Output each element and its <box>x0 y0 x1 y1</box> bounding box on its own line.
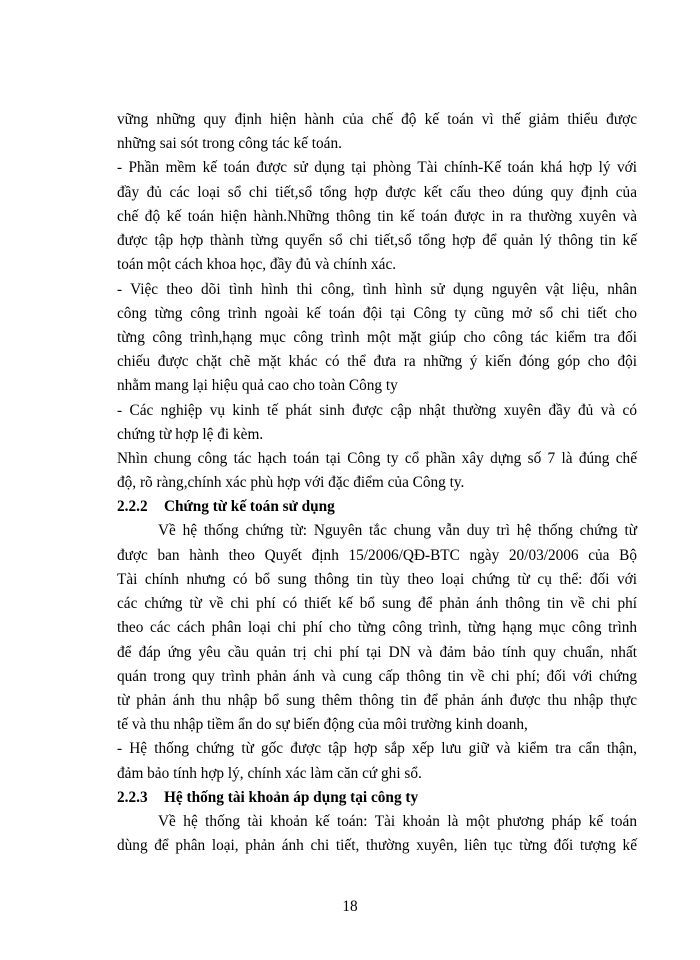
text-line: quán trong quy trình phản ánh và cung cấp thông tin về chi phí; đối với chứng <box>117 668 637 685</box>
section-number: 2.2.3 <box>117 789 148 806</box>
text-line: tế và thu nhập tiềm ẩn do sự biến động của môi trường kinh doanh, <box>117 716 528 733</box>
text-line: các chứng từ về chi phí có thiết kế bổ sung để phản ánh thông tin về chi phí <box>117 595 637 612</box>
text-line: - Phần mềm kế toán được sử dụng tại phòng Tài chính-Kế toán khá hợp lý với <box>117 159 637 176</box>
text-line: được tập hợp thành từng quyển sổ chi tiết,sổ tổng hợp để quản lý thông tin kế <box>117 232 637 249</box>
text-line: theo các cách phân loại chi phí cho từng công trình, từng hạng mục công trình <box>117 619 637 636</box>
text-line: chiếu được chặt chẽ mặt khác có thể đưa ra những ý kiến đóng góp cho đội <box>117 353 637 370</box>
text-line: công từng công trình ngoài kế toán đội tại Công ty cũng mở sổ chi tiết cho <box>117 305 637 322</box>
page-number: 18 <box>342 898 358 915</box>
text-line: đảm bảo tính hợp lý, chính xác làm căn cứ ghi sổ. <box>117 765 422 782</box>
text-line: những sai sót trong công tác kế toán. <box>117 135 342 152</box>
text-line: toán một cách khoa học, đầy đủ và chính xác. <box>117 256 397 273</box>
section-number: 2.2.2 <box>117 498 148 515</box>
text-line: - Các nghiệp vụ kinh tế phát sinh được cập nhật thường xuyên đầy đủ và có <box>117 402 637 419</box>
text-line: nhằm mang lại hiệu quả cao cho toàn Công ty <box>117 377 398 394</box>
text-line: Nhìn chung công tác hạch toán tại Công ty cổ phần xây dựng số 7 là đúng chế <box>117 450 637 467</box>
text-line: được ban hành theo Quyết định 15/2006/QĐ-BTC ngày 20/03/2006 của Bộ <box>117 547 637 564</box>
section-heading-2-2-3 <box>117 788 418 808</box>
text-line: để đáp ứng yêu cầu quản trị chi phí tại DN và đảm bảo tính quy chuẩn, nhất <box>117 644 637 661</box>
text-line: Về hệ thống chứng từ: Nguyên tắc chung vẫn duy trì hệ thống chứng từ <box>158 522 637 539</box>
text-line: Về hệ thống tài khoản kế toán: Tài khoản là một phương pháp kế toán <box>158 813 637 830</box>
text-line: chứng từ hợp lệ đi kèm. <box>117 426 264 443</box>
text-line: chế độ kế toán hiện hành.Những thông tin kế toán được in ra thường xuyên và <box>117 208 637 225</box>
text-line: độ, rõ ràng,chính xác phù hợp với đặc điểm của Công ty. <box>117 474 465 491</box>
text-line: - Việc theo dõi tình hình thi công, tình hình sử dụng nguyên vật liệu, nhân <box>117 281 637 298</box>
text-line: vững những quy định hiện hành của chế độ kế toán vì thế giảm thiểu được <box>117 111 637 128</box>
section-heading-2-2-2 <box>117 497 335 517</box>
text-line: đầy đủ các loại sổ chi tiết,sổ tổng hợp được kết cấu theo dúng quy định của <box>117 184 637 201</box>
section-title: Chứng từ kế toán sử dụng <box>164 498 335 515</box>
text-line: từng công trình,hạng mục công trình một mặt giúp cho công tác kiểm tra đối <box>117 329 637 346</box>
text-line: - Hệ thống chứng từ gốc được tập hợp sắp xếp lưu giữ và kiểm tra cẩn thận, <box>117 740 637 757</box>
text-line: từ phản ánh thu nhập bổ sung thêm thông tin để phản ánh được thu nhập thực <box>117 692 637 709</box>
section-title: Hệ thống tài khoản áp dụng tại công ty <box>164 789 419 806</box>
text-line: Tài chính nhưng có bổ sung thông tin tùy theo loại chứng từ cụ thể: đối với <box>117 571 637 588</box>
text-line: dùng để phân loại, phản ánh chi tiết, thường xuyên, liên tục từng đối tượng kế <box>117 837 637 854</box>
